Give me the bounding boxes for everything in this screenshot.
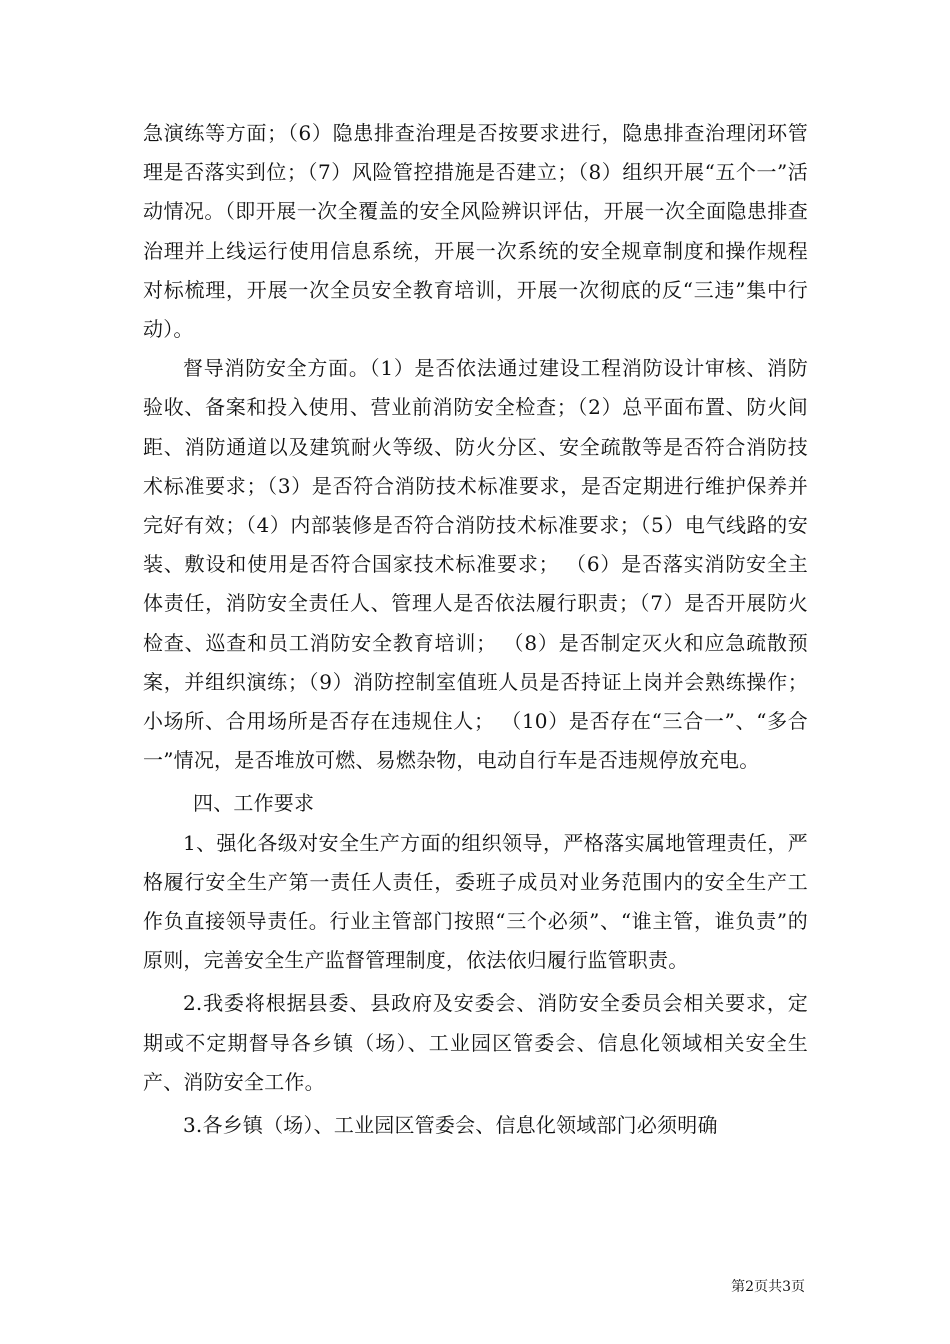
paragraph-requirement-3: 3.各乡镇（场）、工业园区管委会、信息化领域部门必须明确 [183,1113,718,1138]
document-body [143,114,808,1145]
paragraph-requirement-2: 2.我委将根据县委、县政府及安委会、消防安全委员会相关要求，定期或不定期督导各乡镇（场）、工业园区管委会、信息化领域相关安全生产、消防安全工作。 [143,991,808,1094]
page-number-footer: 第2页共3页 [731,1279,805,1295]
paragraph-emergency-drills-continued: 急演练等方面；（6）隐患排查治理是否按要求进行，隐患排查治理闭环管理是否落实到位；（7）风险管控措施是否建立；（8）组织开展“五个一”活动情况。（即开展一次全覆盖的安全风险辨识评估，开展一次全面隐患排查治理并上线运行使用信息系统，开展一次系统的安全规章制度和操作规程对标梳理，开展一次全员安全教育培训，开展一次彻底的反“三违”集中行动）。 [143,121,808,342]
paragraph-fire-safety-supervision: 督导消防安全方面。（1）是否依法通过建设工程消防设计审核、消防验收、备案和投入使用、营业前消防安全检查；（2）总平面布置、防火间距、消防通道以及建筑耐火等级、防火分区、安全疏散等是否符合消防技术标准要求；（3）是否符合消防技术标准要求，是否定期进行维护保养并完好有效；（4）内部装修是否符合消防技术标准要求；（5）电气线路的安装、敷设和使用是否符合国家技术标准要求； （6）是否落实消防安全主体责任，消防安全责任人、管理人是否依法履行职责；（7）是否开展防火检查、巡查和员工消防安全教育培训； （8）是否制定灭火和应急疏散预案，并组织演练；（9）消防控制室值班人员是否持证上岗并会熟练操作；小场所、合用场所是否存在违规住人； （10）是否存在“三合一”、“多合一”情况，是否堆放可燃、易燃杂物，电动自行车是否违规停放充电。 [143,356,808,773]
section-heading-work-requirements: 四、工作要求 [193,791,315,816]
paragraph-requirement-1: 1、强化各级对安全生产方面的组织领导，严格落实属地管理责任，严格履行安全生产第一责任人责任，委班子成员对业务范围内的安全生产工作负直接领导责任。行业主管部门按照“三个必须”、“谁主管，谁负责”的原则，完善安全生产监督管理制度，依法依归履行监管职责。 [143,830,808,973]
